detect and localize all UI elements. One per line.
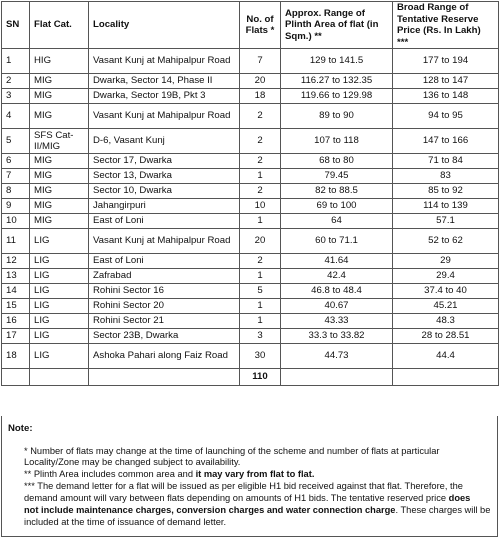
cell-sn: 15 [2,299,30,314]
table-row [2,154,499,169]
cell-sn: 7 [2,169,30,184]
cell-no-of-flats: 3 [240,329,281,344]
cell-sn: 6 [2,154,30,169]
cell-locality: Vasant Kunj at Mahipalpur Road [89,229,240,254]
cell-no-of-flats: 20 [240,229,281,254]
cell-sn: 16 [2,314,30,329]
cell-reserve-price: 29.4 [393,269,499,284]
header-flat-cat: Flat Cat. [30,2,89,49]
cell-flat-cat: LIG [30,299,89,314]
cell-flat-cat: MIG [30,169,89,184]
cell-flat-cat: HIG [30,49,89,74]
cell-locality: Rohini Sector 21 [89,314,240,329]
cell-no-of-flats: 10 [240,199,281,214]
cell-locality: Dwarka, Sector 19B, Pkt 3 [89,89,240,104]
cell-sn: 17 [2,329,30,344]
header-plinth-area: Approx. Range of Plinth Area of flat (in Sqm.) ** [281,2,393,49]
note-2 [24,469,492,480]
flats-table [1,1,499,386]
header-no-of-flats: No. of Flats * [240,2,281,49]
cell-locality: D-6, Vasant Kunj [89,129,240,154]
note-1-line-1: * Number of flats may change at the time of launching of the scheme and number of flats at particular [24,446,440,456]
cell-locality: Sector 13, Dwarka [89,169,240,184]
cell-reserve-price: 94 to 95 [393,104,499,129]
cell-sn: 4 [2,104,30,129]
cell-plinth-area: 43.33 [281,314,393,329]
cell-sn: 1 [2,49,30,74]
cell-locality: Sector 10, Dwarka [89,184,240,199]
cell-flat-cat: LIG [30,254,89,269]
total-empty-cell [281,369,393,386]
cell-reserve-price: 71 to 84 [393,154,499,169]
table-row [2,199,499,214]
note-3-line-3 [24,505,492,516]
cell-reserve-price: 85 to 92 [393,184,499,199]
cell-sn: 8 [2,184,30,199]
note-3-line-3-text: . These charges will be [395,505,491,515]
cell-flat-cat: LIG [30,284,89,299]
cell-flat-cat: LIG [30,269,89,284]
cell-flat-cat: LIG [30,344,89,369]
cell-reserve-price: 147 to 166 [393,129,499,154]
table-row [2,299,499,314]
note-2-text: ** Plinth Area includes common area and [24,469,196,479]
note-3-line-2-text: demand amount will vary between flats depending on amounts of H1 bids. The tentative reserved price [24,493,449,503]
cell-locality: Jahangirpuri [89,199,240,214]
notes-label: Note: [8,423,33,434]
cell-flat-cat: MIG [30,154,89,169]
cell-plinth-area: 68 to 80 [281,154,393,169]
cell-plinth-area: 119.66 to 129.98 [281,89,393,104]
cell-no-of-flats: 2 [240,129,281,154]
cell-plinth-area: 33.3 to 33.82 [281,329,393,344]
table-row [2,129,499,154]
cell-plinth-area: 42.4 [281,269,393,284]
total-empty-cell [2,369,30,386]
cell-flat-cat: LIG [30,314,89,329]
cell-no-of-flats: 5 [240,284,281,299]
cell-sn: 10 [2,214,30,229]
note-3-line-4: included at the time of issuance of demand letter. [24,517,227,527]
note-3-line-1: *** The demand letter for a flat will be issued as per eligible H1 bid received against that flat. Therefore, the [24,481,463,491]
note-3-line-3-emphasis: not include maintenance charges, conversion charges and water connection charge [24,505,396,515]
total-empty-cell [30,369,89,386]
cell-locality: Ashoka Pahari along Faiz Road [89,344,240,369]
cell-locality: Vasant Kunj at Mahipalpur Road [89,49,240,74]
cell-locality: East of Loni [89,214,240,229]
table-row [2,329,499,344]
cell-flat-cat: MIG [30,104,89,129]
notes-section [1,416,498,537]
table-row [2,254,499,269]
cell-reserve-price: 45.21 [393,299,499,314]
header-sn: SN [2,2,30,49]
cell-plinth-area: 129 to 141.5 [281,49,393,74]
table-row [2,214,499,229]
header-row [2,2,499,49]
cell-no-of-flats: 30 [240,344,281,369]
cell-reserve-price: 29 [393,254,499,269]
note-3-line-2 [24,493,492,504]
cell-plinth-area: 60 to 71.1 [281,229,393,254]
cell-no-of-flats: 2 [240,184,281,199]
table-row [2,269,499,284]
cell-locality: East of Loni [89,254,240,269]
cell-no-of-flats: 7 [240,49,281,74]
table-row [2,89,499,104]
table-row [2,229,499,254]
cell-no-of-flats: 1 [240,214,281,229]
cell-plinth-area: 69 to 100 [281,199,393,214]
cell-locality: Sector 17, Dwarka [89,154,240,169]
total-empty-cell [89,369,240,386]
cell-plinth-area: 64 [281,214,393,229]
cell-locality: Rohini Sector 20 [89,299,240,314]
cell-plinth-area: 89 to 90 [281,104,393,129]
cell-reserve-price: 83 [393,169,499,184]
table-row [2,104,499,129]
total-row [2,369,499,386]
header-locality: Locality [89,2,240,49]
cell-flat-cat: SFS Cat-II/MIG [30,129,89,154]
cell-reserve-price: 44.4 [393,344,499,369]
cell-no-of-flats: 18 [240,89,281,104]
cell-plinth-area: 107 to 118 [281,129,393,154]
cell-plinth-area: 44.73 [281,344,393,369]
cell-sn: 14 [2,284,30,299]
table-row [2,74,499,89]
cell-reserve-price: 136 to 148 [393,89,499,104]
cell-no-of-flats: 1 [240,299,281,314]
header-reserve-price: Broad Range of Tentative Reserve Price (Rs. In Lakh) *** [393,2,499,49]
cell-flat-cat: MIG [30,199,89,214]
cell-sn: 3 [2,89,30,104]
cell-flat-cat: MIG [30,89,89,104]
cell-locality: Dwarka, Sector 14, Phase II [89,74,240,89]
cell-reserve-price: 114 to 139 [393,199,499,214]
cell-plinth-area: 79.45 [281,169,393,184]
total-empty-cell [393,369,499,386]
cell-locality: Sector 23B, Dwarka [89,329,240,344]
table-row [2,314,499,329]
cell-sn: 5 [2,129,30,154]
cell-no-of-flats: 1 [240,269,281,284]
cell-reserve-price: 177 to 194 [393,49,499,74]
cell-no-of-flats: 2 [240,254,281,269]
cell-flat-cat: LIG [30,229,89,254]
cell-sn: 13 [2,269,30,284]
cell-sn: 12 [2,254,30,269]
cell-sn: 11 [2,229,30,254]
cell-no-of-flats: 2 [240,154,281,169]
cell-flat-cat: MIG [30,214,89,229]
cell-reserve-price: 28 to 28.51 [393,329,499,344]
cell-sn: 9 [2,199,30,214]
cell-plinth-area: 46.8 to 48.4 [281,284,393,299]
cell-locality: Vasant Kunj at Mahipalpur Road [89,104,240,129]
table-row [2,49,499,74]
cell-reserve-price: 57.1 [393,214,499,229]
total-flats: 110 [240,369,281,386]
cell-plinth-area: 82 to 88.5 [281,184,393,199]
cell-plinth-area: 40.67 [281,299,393,314]
cell-no-of-flats: 2 [240,104,281,129]
cell-no-of-flats: 20 [240,74,281,89]
cell-locality: Zafrabad [89,269,240,284]
cell-reserve-price: 128 to 147 [393,74,499,89]
cell-sn: 2 [2,74,30,89]
cell-plinth-area: 116.27 to 132.35 [281,74,393,89]
table-row [2,284,499,299]
cell-flat-cat: MIG [30,74,89,89]
cell-flat-cat: MIG [30,184,89,199]
cell-flat-cat: LIG [30,329,89,344]
note-3-line-2-emphasis: does [448,493,471,503]
cell-plinth-area: 41.64 [281,254,393,269]
table-row [2,344,499,369]
table-row [2,184,499,199]
cell-sn: 18 [2,344,30,369]
cell-no-of-flats: 1 [240,169,281,184]
cell-reserve-price: 37.4 to 40 [393,284,499,299]
cell-locality: Rohini Sector 16 [89,284,240,299]
cell-reserve-price: 48.3 [393,314,499,329]
note-2-emphasis: it may vary from flat to flat. [195,469,315,479]
cell-reserve-price: 52 to 62 [393,229,499,254]
cell-no-of-flats: 1 [240,314,281,329]
note-1-line-2: Locality/Zone may be changed subject to availability. [24,457,241,467]
table-body [2,49,499,369]
table-row [2,169,499,184]
